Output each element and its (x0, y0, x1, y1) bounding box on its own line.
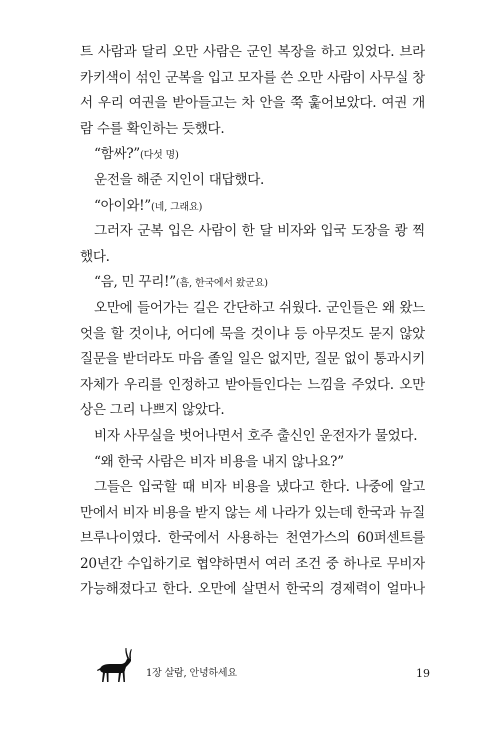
dialogue-line (80, 194, 425, 220)
page-number: 19 (416, 667, 430, 680)
text-line: 운전을 해준 지인이 대답했다. (94, 171, 265, 188)
dialogue-line (80, 142, 425, 168)
chapter-title: 1장 살람, 안녕하세요 (146, 668, 237, 679)
text-line: 가능해졌다고 한다. 오만에 살면서 한국의 경제력이 얼마나 (80, 581, 425, 598)
text-line: 브루나이였다. 한국에서 사용하는 천연가스의 60퍼센트를 (80, 530, 425, 547)
dialogue-text: “음, 민 꾸리!” (94, 274, 176, 291)
text-line: 람 수를 확인하는 듯했다. (80, 120, 225, 137)
dialogue-line: “왜 한국 사람은 비자 비용을 내지 않나요?” (94, 453, 344, 470)
gazelle-icon (92, 646, 136, 690)
text-line: 했다. (80, 248, 110, 265)
text-line: 자체가 우리를 인정하고 받아들인다는 느낌을 주었다. 오만 (80, 376, 425, 393)
text-line: 상은 그리 나쁘지 않았다. (80, 402, 225, 419)
text-line: 카키색이 섞인 군복을 입고 모자를 쓴 오만 사람이 사무실 창 (80, 69, 425, 86)
translation-note: (다섯 명) (139, 150, 179, 162)
text-line: 20년간 수입하기로 협약하면서 여러 조건 중 하나로 무비자 (80, 555, 425, 572)
text-line: 오만에 들어가는 길은 간단하고 쉬웠다. 군인들은 왜 왔느 (94, 299, 425, 316)
dialogue-text: “함싸?” (94, 146, 140, 163)
body-text (80, 40, 425, 603)
text-line: 비자 사무실을 벗어나면서 호주 출신인 운전자가 물었다. (94, 427, 418, 444)
text-line: 엇을 할 것이냐, 어디에 묵을 것이냐 등 아무것도 묻지 않았 (80, 325, 425, 342)
text-line: 그러자 군복 입은 사람이 한 달 비자와 입국 도장을 쾅 찍 (94, 223, 425, 240)
text-line: 그들은 입국할 때 비자 비용을 냈다고 한다. 나중에 알고 (94, 479, 425, 496)
dialogue-line (80, 270, 425, 296)
page-footer (92, 646, 430, 690)
dialogue-text: “아이와!” (94, 197, 151, 214)
translation-note: (흠, 한국에서 왔군요) (175, 278, 268, 290)
translation-note: (네, 그래요) (150, 201, 203, 213)
text-line: 만에서 비자 비용을 받지 않는 세 나라가 있는데 한국과 뉴질 (80, 504, 425, 521)
text-line: 질문을 받더라도 마음 졸일 일은 없지만, 질문 없이 통과시키 (80, 351, 425, 368)
text-line: 서 우리 여권을 받아들고는 차 안을 쭉 훑어보았다. 여권 개 (80, 95, 425, 112)
text-line: 트 사람과 달리 오만 사람은 군인 복장을 하고 있었다. 브라 (80, 44, 425, 60)
